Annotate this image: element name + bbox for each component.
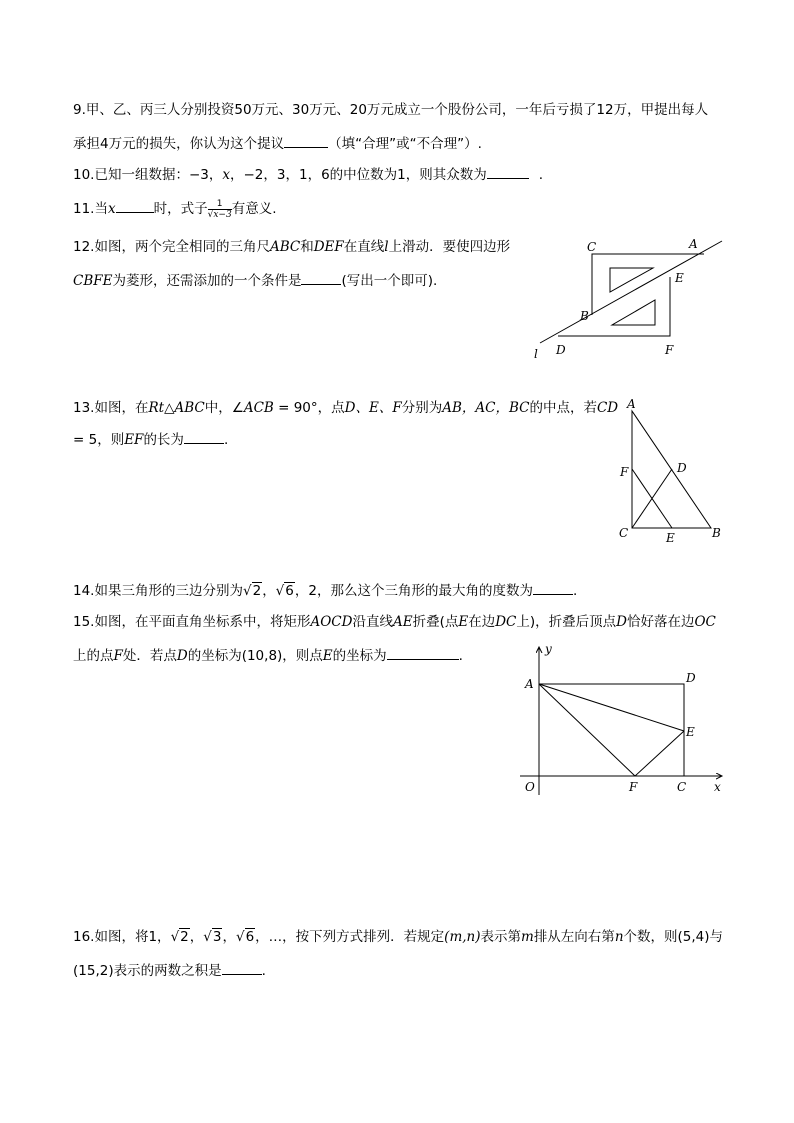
segment-ae: [539, 684, 684, 731]
question-13: 13.如图，在Rt△ABC中，∠ACB = 90°，点D、E、F分别为AB，AC，BC的中点，若CD: [73, 400, 619, 416]
label-B: B: [580, 309, 589, 323]
label-F: F: [629, 780, 638, 794]
fraction-expression: $\frac{1}{√x-3}$: [207, 198, 232, 220]
label-D: D: [686, 671, 696, 685]
label-F: F: [620, 465, 629, 479]
q9-line1: 9.甲、乙、丙三人分别投资50万元、30万元、20万元成立一个股份公司，一年后亏损了12万，甲提出每人: [73, 102, 709, 118]
label-y: y: [545, 642, 552, 656]
question-12: 12.如图，两个完全相同的三角尺ABC和DEF在直线l上滑动．要使四边形: [73, 239, 511, 255]
label-x: x: [714, 780, 721, 794]
label-D: D: [677, 461, 687, 475]
question-13-line2: = 5，则EF的长为 .: [73, 429, 228, 450]
rectangle-aocd: [539, 684, 684, 776]
question-12-line2: CBFE为菱形，还需添加的一个条件是 (写出一个即可).: [73, 270, 437, 291]
question-10: 10.已知一组数据：−3，x，−2，3，1，6的中位数为1，则其众数为 .: [73, 164, 543, 185]
label-C: C: [619, 526, 629, 540]
label-C: C: [677, 780, 687, 794]
label-C: C: [587, 240, 597, 254]
question-9-line2: 承担4万元的损失，你认为这个提议 （填“合理”或“不合理”）.: [73, 133, 482, 154]
question-16-line2: (15,2)表示的两数之积是 .: [73, 960, 266, 981]
label-l: l: [534, 347, 538, 361]
question-14: 14.如果三角形的三边分别为√2，√6，2，那么这个三角形的最大角的度数为 .: [73, 580, 577, 601]
label-E: E: [686, 725, 695, 739]
question-16: 16.如图，将1，√2，√3，√6，…，按下列方式排列．若规定(m,n)表示第m排从左向右第n个数，则(5,4)与: [73, 929, 724, 945]
label-E: E: [675, 271, 684, 285]
label-F: F: [665, 343, 674, 357]
segment-af: [539, 684, 635, 776]
question-15: 15.如图，在平面直角坐标系中，将矩形AOCD沿直线AE折叠(点E在边DC上)，折叠后顶点D恰好落在边OC: [73, 614, 716, 630]
answer-blank-16[interactable]: [222, 960, 262, 975]
question-15-line2: 上的点F处．若点D的坐标为(10,8)，则点E的坐标为 .: [73, 645, 463, 666]
label-B: B: [712, 526, 721, 540]
label-A: A: [689, 237, 698, 251]
label-O: O: [525, 780, 535, 794]
segment-fe: [635, 731, 684, 776]
label-D: D: [556, 343, 566, 357]
label-E: E: [666, 531, 675, 545]
label-A: A: [627, 397, 636, 411]
question-11: 11.当x 时，式子 $\frac{1}{√x-3}$ 有意义.: [73, 198, 277, 220]
label-A: A: [525, 677, 534, 691]
